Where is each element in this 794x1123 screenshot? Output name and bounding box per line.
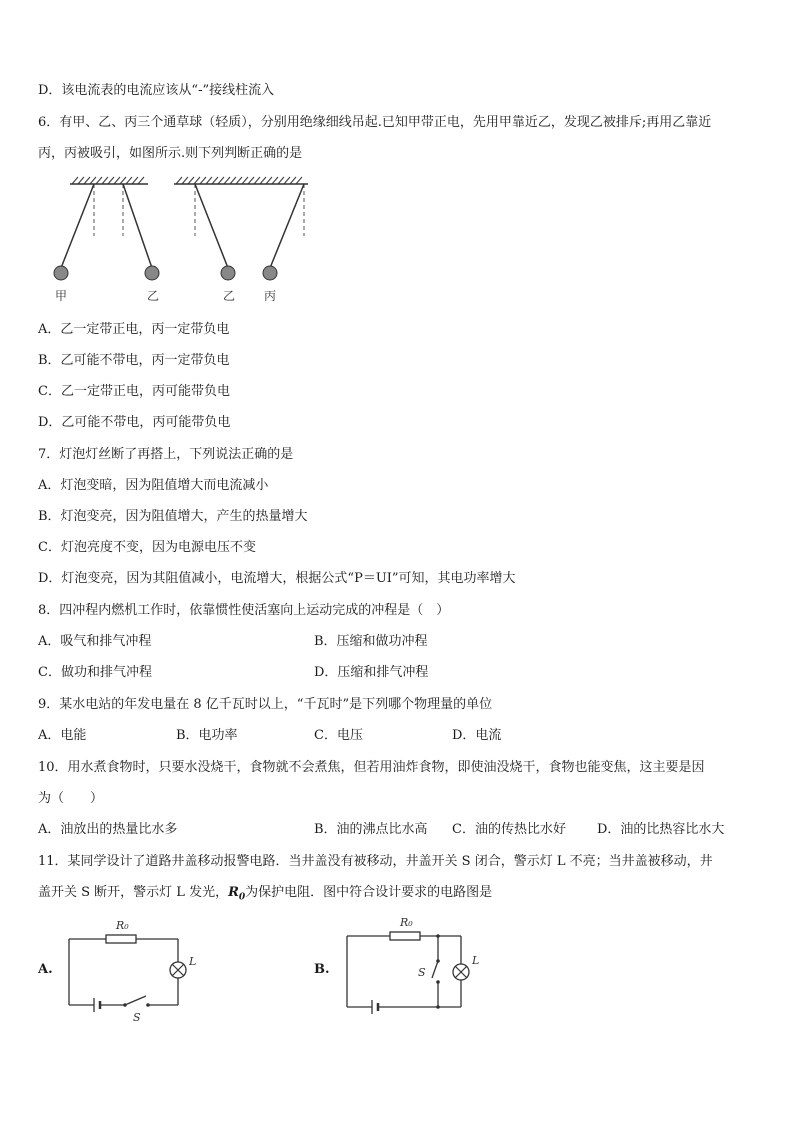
- q5-option-d: D．该电流表的电流应该从“-”接线柱流入: [38, 83, 275, 98]
- q8-option-c: C．做功和排气冲程: [38, 665, 152, 680]
- q7-stem: 7．灯泡灯丝断了再搭上，下列说法正确的是: [38, 447, 294, 462]
- label-l-a: L: [189, 955, 197, 968]
- q10-stem-line2: 为（ ）: [38, 791, 104, 806]
- label-s-a: S: [133, 1011, 141, 1024]
- label-s-b: S: [418, 966, 426, 979]
- r0-symbol: $R_0$: [228, 885, 246, 903]
- q11-option-a-label: A.: [38, 962, 53, 977]
- q8-option-d: D．压缩和排气冲程: [314, 665, 429, 680]
- q7-option-d: D．灯泡变亮，因为其阻值减小，电流增大，根据公式“P＝UI”可知，其电功率增大: [38, 571, 516, 586]
- label-yi-1: 乙: [147, 289, 160, 303]
- q6-stem-line2: 丙，丙被吸引，如图所示.则下列判断正确的是: [38, 146, 303, 161]
- label-r0-b: R₀: [400, 916, 413, 929]
- q8-option-b: B．压缩和做功冲程: [314, 634, 428, 649]
- q11-circuit-b: [344, 912, 484, 1022]
- q7-option-b: B．灯泡变亮，因为阻值增大，产生的热量增大: [38, 509, 308, 524]
- q6-stem-line1: 6．有甲、乙、丙三个通草球（轻质），分别用绝缘细线吊起.已知甲带正电，先用甲靠近乙，发现乙被排斥;再用乙靠近: [38, 115, 712, 130]
- q8-stem: 8．四冲程内燃机工作时，依靠惯性使活塞向上运动完成的冲程是（ ）: [38, 603, 450, 618]
- q7-option-a: A．灯泡变暗，因为阻值增大而电流减小: [38, 478, 269, 493]
- q10-option-d: D．油的比热容比水大: [597, 822, 725, 837]
- q10-option-c: C．油的传热比水好: [452, 822, 566, 837]
- q9-option-c: C．电压: [314, 728, 363, 743]
- q10-stem-line1: 10．用水煮食物时，只要水没烧干，食物就不会煮焦，但若用油炸食物，即使油没烧干，食物也能变焦，这主要是因: [38, 760, 705, 775]
- q6-option-b: B．乙可能不带电，丙一定带负电: [38, 353, 230, 368]
- label-jia: 甲: [55, 289, 68, 303]
- q11-stem-line2-post: 为保护电阻．图中符合设计要求的电路图是: [245, 885, 493, 900]
- q6-option-a: A．乙一定带正电，丙一定带负电: [38, 322, 230, 337]
- q10-option-b: B．油的沸点比水高: [314, 822, 428, 837]
- q6-pendulum-figure: [40, 172, 370, 307]
- q6-option-d: D．乙可能不带电，丙可能带负电: [38, 415, 231, 430]
- q11-stem-line2: [38, 885, 492, 906]
- q11-option-b-label: B.: [314, 962, 330, 977]
- q11-stem-line1: 11．某同学设计了道路井盖移动报警电路．当井盖没有被移动，井盖开关 S 闭合，警示灯 L 不亮；当井盖被移动，井: [38, 854, 713, 869]
- q6-option-c: C．乙一定带正电，丙可能带负电: [38, 384, 230, 399]
- q8-option-a: A．吸气和排气冲程: [38, 634, 152, 649]
- q10-option-a: A．油放出的热量比水多: [38, 822, 178, 837]
- q11-circuit-a: [66, 915, 206, 1025]
- q9-option-b: B．电功率: [176, 728, 238, 743]
- label-l-b: L: [472, 954, 480, 967]
- label-r0-a: R₀: [116, 919, 129, 932]
- q9-option-a: A．电能: [38, 728, 87, 743]
- label-bing: 丙: [264, 289, 277, 303]
- label-yi-2: 乙: [223, 289, 236, 303]
- q9-stem: 9．某水电站的年发电量在 8 亿千瓦时以上，“千瓦时”是下列哪个物理量的单位: [38, 697, 493, 712]
- q11-stem-line2-pre: 盖开关 S 断开，警示灯 L 发光，: [38, 885, 229, 900]
- q7-option-c: C．灯泡亮度不变，因为电源电压不变: [38, 540, 256, 555]
- q9-option-d: D．电流: [452, 728, 502, 743]
